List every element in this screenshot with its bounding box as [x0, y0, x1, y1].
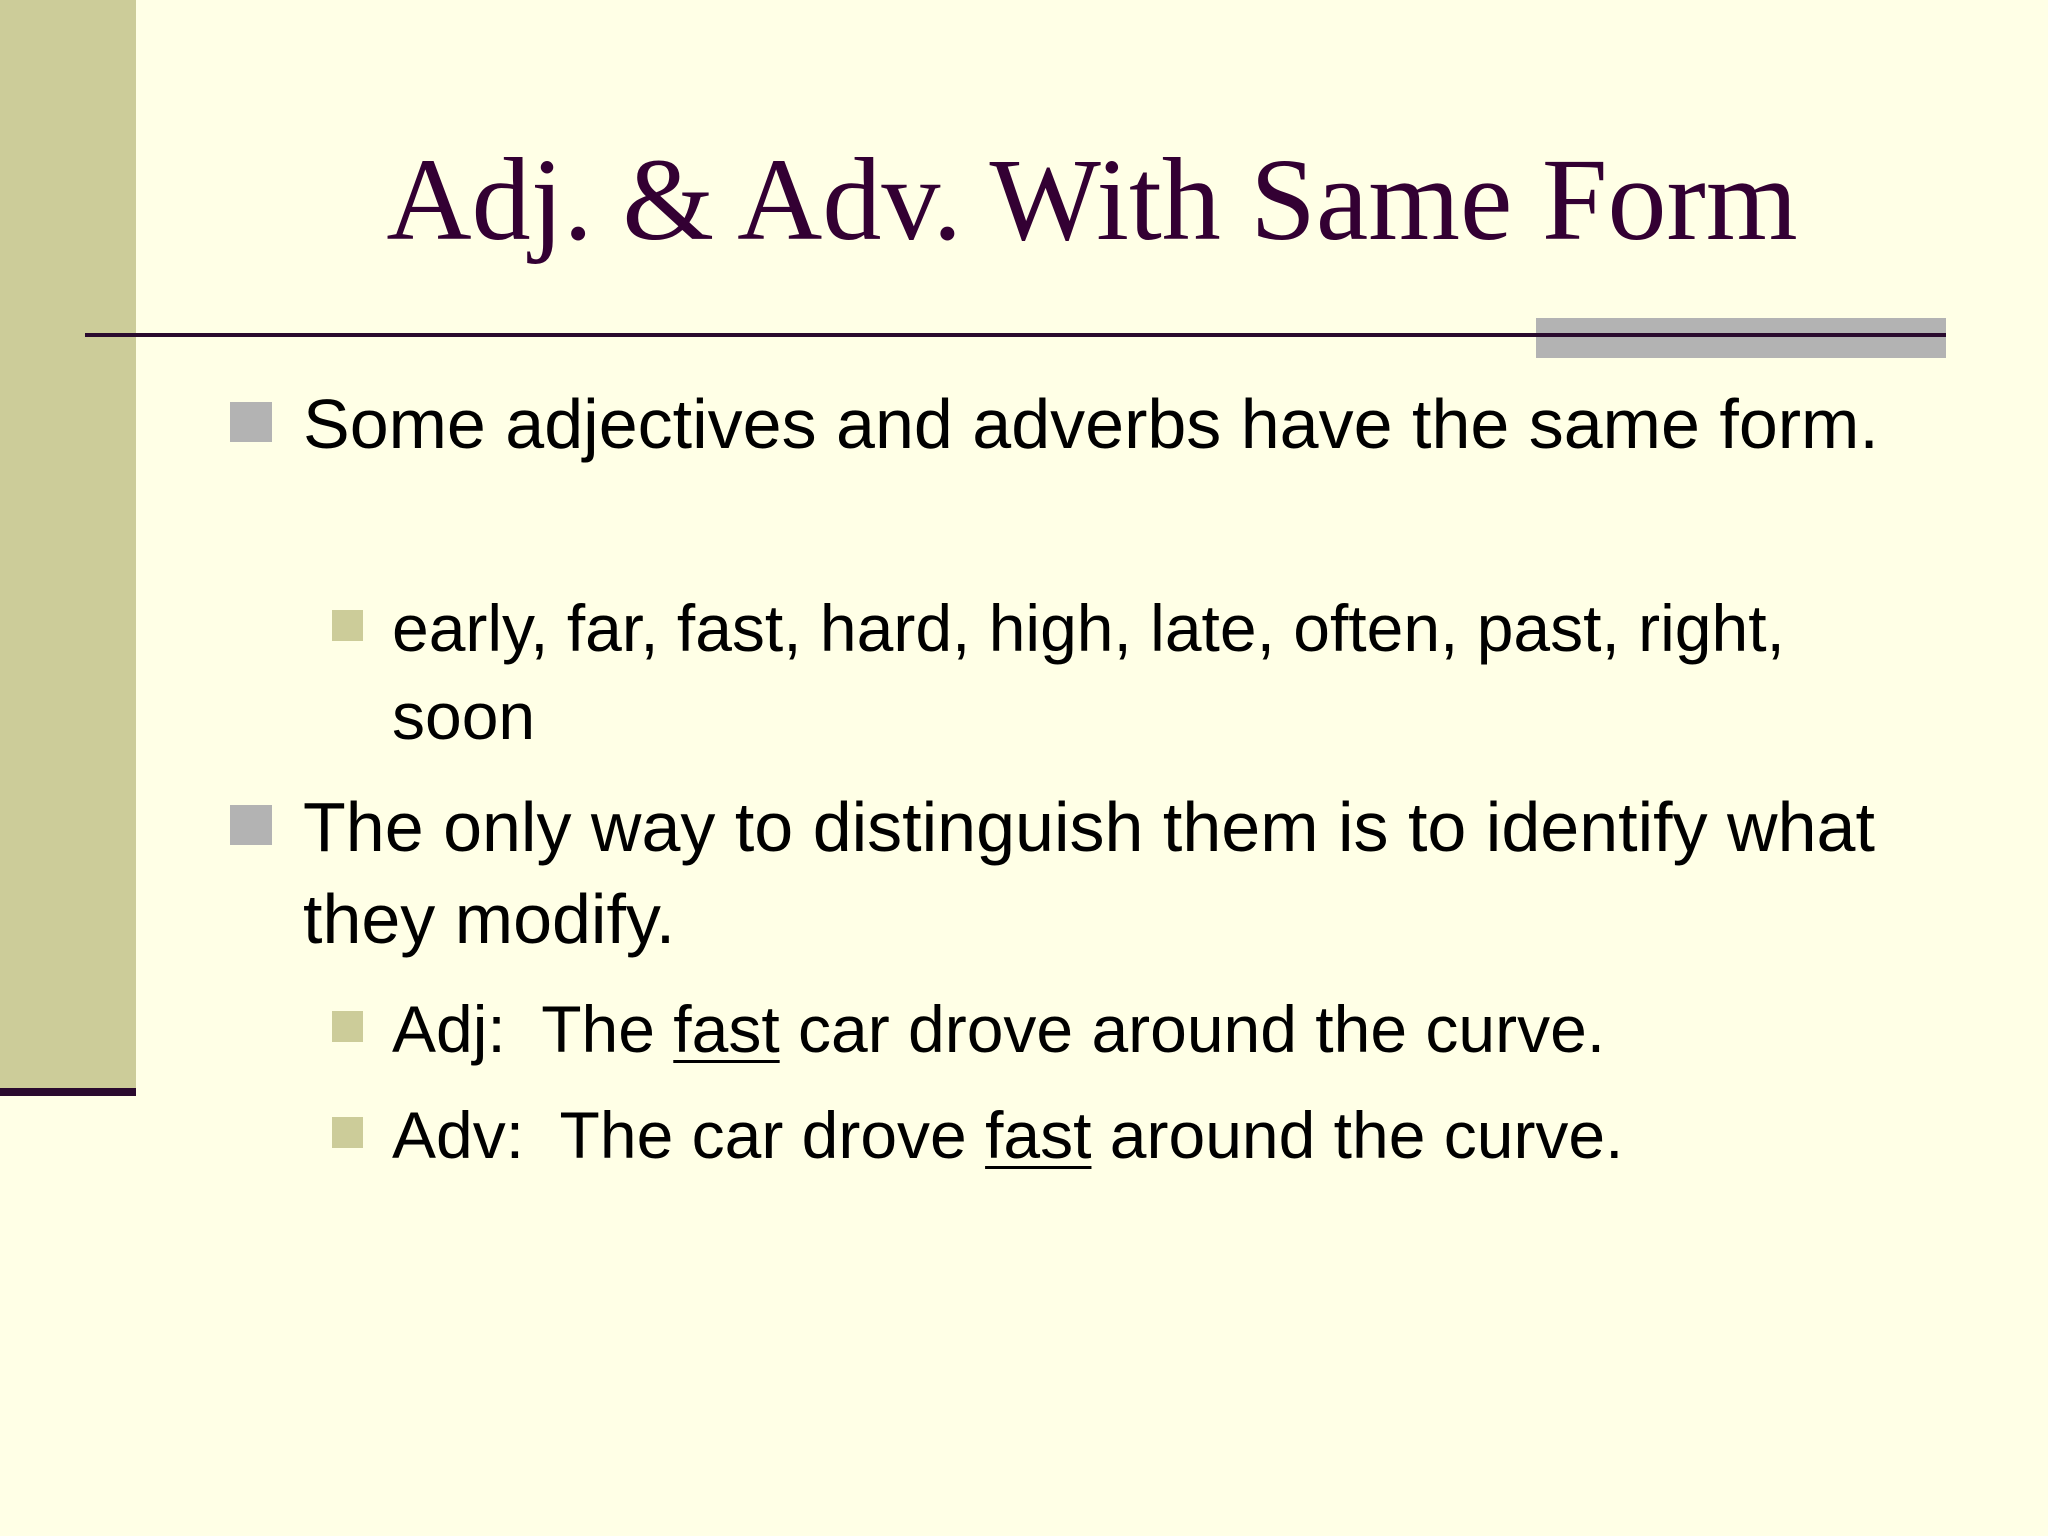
- bullet-item: [230, 781, 1930, 965]
- sub-bullet-text: early, far, fast, hard, high, late, often, past, right, soon: [392, 591, 1785, 753]
- example-suffix: around the curve.: [1091, 1098, 1624, 1172]
- bullet-item: [230, 378, 1930, 470]
- sub-bullet-item: [332, 985, 1932, 1073]
- example-prefix: Adj: The: [392, 992, 674, 1066]
- sub-bullet-text: [392, 1091, 1932, 1179]
- example-suffix: car drove around the curve.: [779, 992, 1606, 1066]
- bullet-text: The only way to distinguish them is to identify what they modify.: [303, 788, 1875, 958]
- underlined-word: fast: [985, 1098, 1092, 1172]
- square-bullet-icon: [230, 805, 272, 845]
- slide-title: Adj. & Adv. With Same Form: [386, 134, 1798, 265]
- square-bullet-icon: [332, 1011, 363, 1042]
- example-prefix: Adv: The car drove: [392, 1098, 986, 1172]
- square-bullet-icon: [332, 610, 363, 641]
- sub-bullet-item: [332, 1091, 1932, 1179]
- bullet-text: Some adjectives and adverbs have the same form.: [303, 385, 1879, 463]
- sub-bullet-item: [332, 584, 1932, 760]
- sub-bullet-text: [392, 985, 1932, 1073]
- square-bullet-icon: [230, 402, 272, 442]
- square-bullet-icon: [332, 1117, 363, 1148]
- underlined-word: fast: [673, 992, 780, 1066]
